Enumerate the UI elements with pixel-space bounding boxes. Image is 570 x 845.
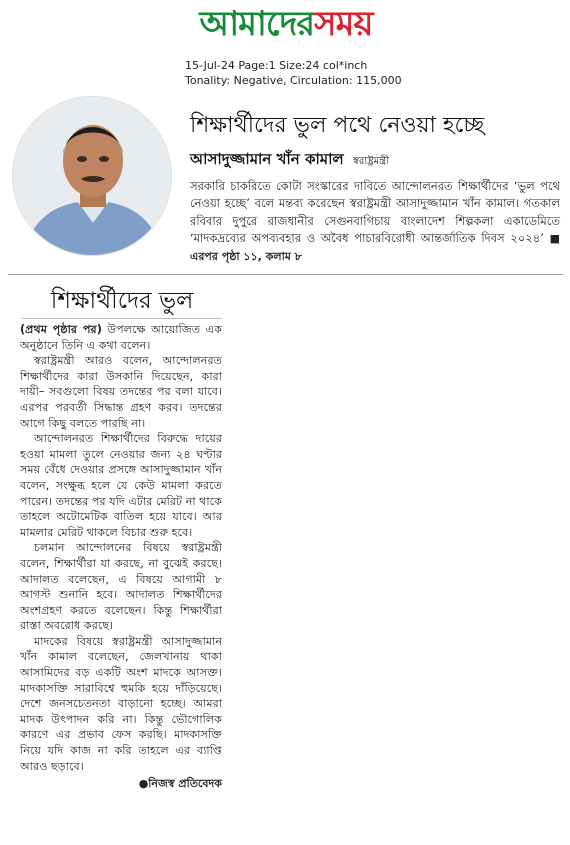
continuation-lead-in: (প্রথম পৃষ্ঠার পর) (20, 323, 102, 336)
continuation-paragraph-1: (প্রথম পৃষ্ঠার পর) উপলক্ষে আয়োজিত এক অনুষ্ঠানে তিনি এ কথা বলেন। (20, 323, 222, 352)
lede-text: সরকারি চাকরিতে কোটা সংস্কারের দাবিতে আন্দোলনরত শিক্ষার্থীদের ‘ভুল পথে নেওয়া হচ্ছে’ বলে মন্তব্য করেছেন স্বরাষ্ট্রমন্ত্রী আসাদুজ্জামান খাঁন কামাল। গতকাল রবিবার দুপুরে রাজধানীর সেগুনবাগিচায় বাংলাদেশ শিল্পকলা একাডেমিতে ‘মাদকদ্রব্যের অপব্যবহার ও অবৈধ পাচারবিরোধী আন্তর্জাতিক দিবস ২০২৪’ (190, 179, 560, 246)
article-byline (190, 148, 389, 173)
continuation-paragraph-5: মাদকের বিষয়ে স্বরাষ্ট্রমন্ত্রী আসাদুজ্জামান খাঁন কামাল বলেছেন, জেলখানায় থাকা আসামিদের বড় একটি অংশ মাদকে আসক্ত। মাদকাসক্তি সারাবিশ্বে হুমকি হয়ে দাঁড়িয়েছে। দেশে জনসচেতনতা বাড়ানো হচ্ছে। আমরা মাদক উৎপাদন করি না। কিন্তু ভৌগোলিক কারণে এর প্রভাব ফেস করছি। মাদকাসক্তি নিয়ে যদি কাজ না করি তাহলে এর ব্যাপ্তি আরও ছড়াবে। (20, 634, 222, 773)
article-headline: শিক্ষার্থীদের ভুল পথে নেওয়া হচ্ছে (190, 113, 485, 138)
reporter-signoff: ●নিজস্ব প্রতিবেদক (138, 777, 222, 791)
section-divider (8, 274, 563, 275)
continuation-paragraph-3: আন্দোলনরত শিক্ষার্থীদের বিরুদ্ধে দায়ের হওয়া মামলা তুলে নেওয়ার জন্য ২৪ ঘণ্টার সময় বেঁধে দেওয়ার প্রসঙ্গে আসাদুজ্জামান খাঁন বলেন, সংক্ষুব্ধ হলে যে কেউ মামলা করতে পারেন। তদন্তের পর যদি এটার মেরিট না থাকে তাহলে অটোমেটিক বাতিল হয়ে যাবে। আর মামলার মেরিট থাকলে বিচার শুরু হবে। (20, 432, 222, 539)
continuation-paragraph-4: চলমান আন্দোলনের বিষয়ে স্বরাষ্ট্রমন্ত্রী বলেন, শিক্ষার্থীরা যা করছে, না বুঝেই করছে। আদালত বলেছেন, এ বিষয়ে আগামী ৮ আগস্ট শুনানি হবে। আদালত শিক্ষার্থীদের অংশগ্রহণ করতে বলেছেন। কিন্তু শিক্ষার্থীরা রাস্তা অবরোধ করছে। (20, 541, 222, 633)
continuation-title-rule (22, 318, 222, 319)
meta-line-2: Tonality: Negative, Circulation: 115,000 (185, 74, 402, 87)
masthead-part1: আমাদের (199, 4, 315, 44)
meta-line-1: 15-Jul-24 Page:1 Size:24 col*inch (185, 59, 368, 72)
continuation-paragraph-2: স্বরাষ্ট্রমন্ত্রী আরও বলেন, আন্দোলনরত শিক্ষার্থীদের কারা উসকানি দিয়েছেন, কারা দায়ী– সবগুলো বিষয় তদন্তের পর বলা যাবে। এরপর পরবর্তী সিদ্ধান্ত গ্রহণ করব। তদন্তের আগে কিছু বলতে পারছি না। (20, 354, 222, 430)
continuation-column (20, 322, 222, 792)
newspaper-masthead (150, 2, 422, 46)
article-lede (190, 178, 560, 265)
clipping-metadata (185, 58, 402, 88)
byline-name: আসাদুজ্জামান খাঁন কামাল (190, 150, 344, 168)
lede-continue-note: ■ এরপর পৃষ্ঠা ১১, কলাম ৮ (190, 232, 560, 263)
byline-title: স্বরাষ্ট্রমন্ত্রী (352, 156, 389, 167)
portrait-photo (12, 96, 172, 256)
masthead-part2: সময় (314, 4, 373, 44)
continuation-title: শিক্ষার্থীদের ভুল (50, 288, 194, 314)
